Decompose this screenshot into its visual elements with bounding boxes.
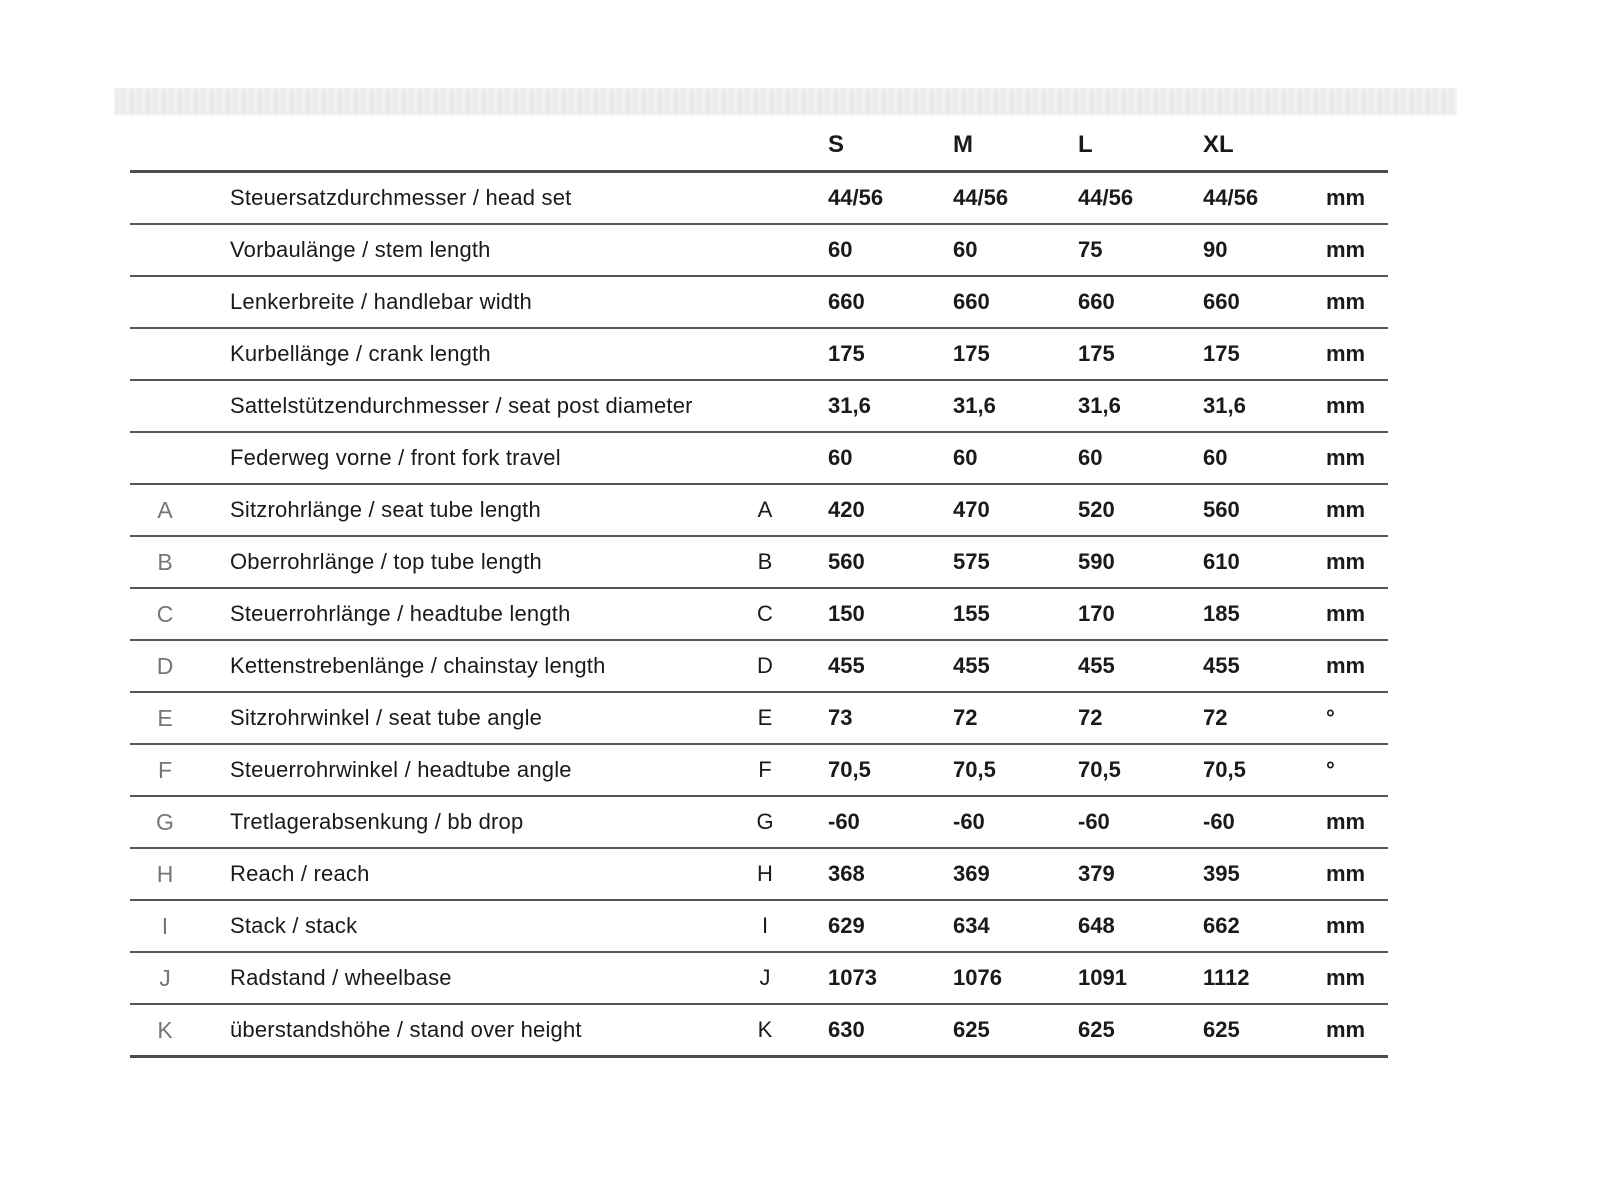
- size-header-m: M: [953, 131, 973, 158]
- row-label: Sattelstützendurchmesser / seat post diameter: [230, 393, 693, 418]
- row-letter: E: [157, 704, 173, 731]
- value-m: 155: [953, 601, 990, 626]
- value-m: 31,6: [953, 393, 996, 418]
- value-xl: 31,6: [1203, 393, 1246, 418]
- value-xl: 60: [1203, 445, 1228, 470]
- blurred-text-band: [115, 88, 1457, 115]
- value-xl: 90: [1203, 237, 1228, 262]
- value-l: 625: [1078, 1017, 1115, 1042]
- row-unit: °: [1326, 705, 1335, 730]
- value-m: 175: [953, 341, 990, 366]
- table-row: [130, 173, 1388, 225]
- value-m: 44/56: [953, 185, 1009, 210]
- table-row: [130, 277, 1388, 329]
- row-unit: mm: [1326, 601, 1366, 626]
- value-xl: 625: [1203, 1017, 1240, 1042]
- value-xl: 175: [1203, 341, 1240, 366]
- value-m: 369: [953, 861, 990, 886]
- table-row: [130, 745, 1388, 797]
- row-letter-repeat: F: [758, 757, 772, 782]
- row-letter: G: [156, 808, 174, 835]
- value-s: 630: [828, 1017, 865, 1042]
- value-s: 660: [828, 289, 865, 314]
- value-l: 75: [1078, 237, 1103, 262]
- row-letter-repeat: D: [757, 653, 773, 678]
- row-label: Steuersatzdurchmesser / head set: [230, 185, 572, 210]
- row-letter: K: [157, 1016, 173, 1043]
- row-letter: C: [156, 600, 174, 627]
- value-xl: 72: [1203, 705, 1228, 730]
- value-s: 150: [828, 601, 865, 626]
- value-s: 31,6: [828, 393, 871, 418]
- value-xl: 1112: [1203, 965, 1250, 990]
- row-unit: mm: [1326, 965, 1366, 990]
- value-xl: 662: [1203, 913, 1240, 938]
- row-label: Lenkerbreite / handlebar width: [230, 289, 532, 314]
- value-m: 455: [953, 653, 990, 678]
- row-label: Sitzrohrlänge / seat tube length: [230, 497, 541, 522]
- table-row: [130, 953, 1388, 1005]
- value-m: 470: [953, 497, 990, 522]
- table-row: [130, 693, 1388, 745]
- row-label: Stack / stack: [230, 913, 358, 938]
- value-s: -60: [828, 809, 860, 834]
- value-s: 175: [828, 341, 865, 366]
- value-s: 368: [828, 861, 865, 886]
- row-letter-repeat: C: [757, 601, 773, 626]
- value-xl: -60: [1203, 809, 1235, 834]
- value-l: 72: [1078, 705, 1103, 730]
- value-xl: 70,5: [1203, 757, 1246, 782]
- value-s: 60: [828, 445, 853, 470]
- value-l: 44/56: [1078, 185, 1134, 210]
- value-xl: 455: [1203, 653, 1240, 678]
- row-label: Steuerrohrlänge / headtube length: [230, 601, 571, 626]
- value-m: 1076: [953, 965, 1002, 990]
- value-l: 1091: [1078, 965, 1127, 990]
- table-row: [130, 589, 1388, 641]
- table-row: [130, 641, 1388, 693]
- row-letter: I: [161, 912, 169, 939]
- value-m: 60: [953, 445, 978, 470]
- value-l: -60: [1078, 809, 1110, 834]
- table-row: [130, 849, 1388, 901]
- row-letter: D: [156, 652, 174, 679]
- value-l: 175: [1078, 341, 1115, 366]
- row-letter-repeat: H: [757, 861, 773, 886]
- row-unit: mm: [1326, 237, 1366, 262]
- row-unit: mm: [1326, 653, 1366, 678]
- row-unit: mm: [1326, 185, 1366, 210]
- row-letter-repeat: I: [761, 913, 769, 938]
- value-m: 575: [953, 549, 990, 574]
- row-label: Radstand / wheelbase: [230, 965, 452, 990]
- value-l: 648: [1078, 913, 1115, 938]
- table-row: [130, 433, 1388, 485]
- table-row: [130, 1005, 1388, 1058]
- table-row: [130, 225, 1388, 277]
- value-l: 170: [1078, 601, 1115, 626]
- row-unit: mm: [1326, 289, 1366, 314]
- value-xl: 560: [1203, 497, 1240, 522]
- row-letter-repeat: A: [757, 497, 773, 522]
- row-label: Vorbaulänge / stem length: [230, 237, 491, 262]
- value-m: 634: [953, 913, 990, 938]
- value-s: 455: [828, 653, 865, 678]
- table-row: [130, 797, 1388, 849]
- value-s: 70,5: [828, 757, 871, 782]
- value-s: 629: [828, 913, 865, 938]
- row-letter: H: [156, 860, 174, 887]
- table-row: [130, 901, 1388, 953]
- row-unit: mm: [1326, 861, 1366, 886]
- value-s: 60: [828, 237, 853, 262]
- row-letter: B: [157, 548, 173, 575]
- value-s: 44/56: [828, 185, 884, 210]
- value-m: 660: [953, 289, 990, 314]
- row-unit: mm: [1326, 445, 1366, 470]
- row-label: überstandshöhe / stand over height: [230, 1017, 582, 1042]
- value-l: 590: [1078, 549, 1115, 574]
- row-unit: mm: [1326, 497, 1366, 522]
- row-unit: mm: [1326, 809, 1366, 834]
- value-s: 1073: [828, 965, 877, 990]
- row-letter-repeat: B: [757, 549, 773, 574]
- row-letter: A: [157, 496, 173, 523]
- row-unit: °: [1326, 757, 1335, 782]
- value-s: 560: [828, 549, 865, 574]
- row-letter: F: [157, 756, 173, 783]
- row-label: Tretlagerabsenkung / bb drop: [230, 809, 524, 834]
- value-l: 455: [1078, 653, 1115, 678]
- table-row: [130, 381, 1388, 433]
- row-letter-repeat: J: [759, 965, 771, 990]
- row-unit: mm: [1326, 549, 1366, 574]
- row-unit: mm: [1326, 393, 1366, 418]
- row-unit: mm: [1326, 341, 1366, 366]
- row-label: Federweg vorne / front fork travel: [230, 445, 561, 470]
- value-xl: 610: [1203, 549, 1240, 574]
- row-unit: mm: [1326, 913, 1366, 938]
- table-row: [130, 485, 1388, 537]
- row-letter-repeat: E: [757, 705, 773, 730]
- row-label: Kettenstrebenlänge / chainstay length: [230, 653, 606, 678]
- value-l: 379: [1078, 861, 1115, 886]
- row-label: Reach / reach: [230, 861, 370, 886]
- row-letter-repeat: G: [756, 809, 774, 834]
- value-xl: 660: [1203, 289, 1240, 314]
- value-m: 60: [953, 237, 978, 262]
- value-xl: 395: [1203, 861, 1240, 886]
- value-s: 420: [828, 497, 865, 522]
- value-l: 70,5: [1078, 757, 1121, 782]
- value-m: 625: [953, 1017, 990, 1042]
- row-letter-repeat: K: [757, 1017, 773, 1042]
- value-l: 660: [1078, 289, 1115, 314]
- value-m: -60: [953, 809, 985, 834]
- size-header-s: S: [828, 131, 845, 158]
- row-label: Kurbellänge / crank length: [230, 341, 491, 366]
- table-row: [130, 537, 1388, 589]
- value-l: 60: [1078, 445, 1103, 470]
- geometry-table: [130, 120, 1388, 1058]
- row-letter: J: [159, 964, 171, 991]
- value-l: 520: [1078, 497, 1115, 522]
- size-header-l: L: [1078, 131, 1093, 158]
- value-l: 31,6: [1078, 393, 1121, 418]
- row-unit: mm: [1326, 1017, 1366, 1042]
- size-header-row: [130, 120, 1388, 173]
- table-row: [130, 329, 1388, 381]
- row-label: Sitzrohrwinkel / seat tube angle: [230, 705, 543, 730]
- value-xl: 44/56: [1203, 185, 1259, 210]
- row-label: Oberrohrlänge / top tube length: [230, 549, 542, 574]
- value-xl: 185: [1203, 601, 1240, 626]
- row-label: Steuerrohrwinkel / headtube angle: [230, 757, 572, 782]
- value-s: 73: [828, 705, 853, 730]
- value-m: 70,5: [953, 757, 996, 782]
- size-header-xl: XL: [1203, 131, 1234, 158]
- value-m: 72: [953, 705, 978, 730]
